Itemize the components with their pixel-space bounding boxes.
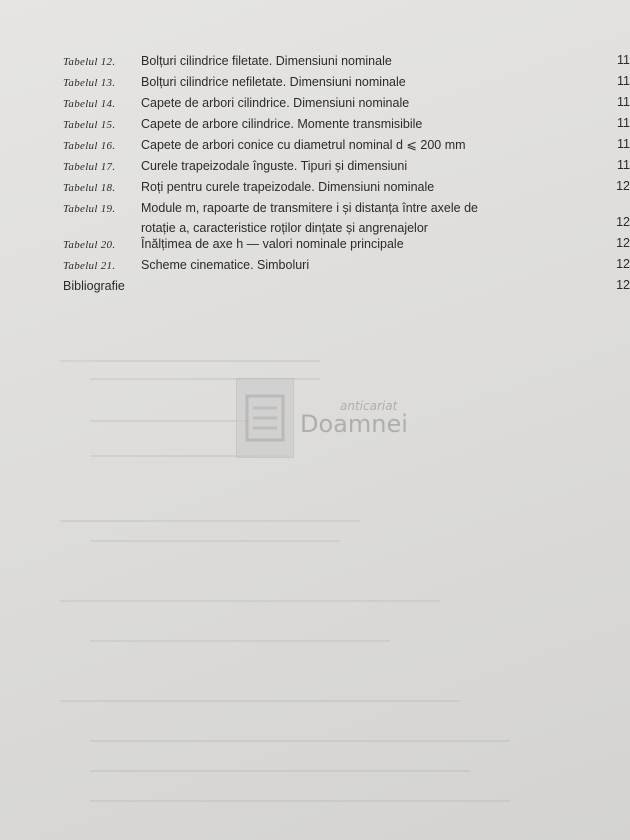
toc-page: 11 — [617, 53, 630, 67]
book-logo-icon — [236, 378, 294, 458]
toc-text-continued: rotație a, caracteristice roților dințate și angrenajelor — [141, 221, 428, 235]
toc-label: Tabelul 17. — [63, 161, 116, 173]
toc-entry-bibliography — [63, 275, 630, 296]
toc-text: Bibliografie — [63, 279, 125, 293]
toc-label: Tabelul 13. — [63, 77, 116, 89]
toc-page: 12 — [616, 215, 630, 229]
toc-text: Capete de arbori conice cu diametrul nominal d ⩽ 200 mm — [141, 138, 466, 152]
table-of-contents — [63, 50, 630, 296]
toc-text: Capete de arbori cilindrice. Dimensiuni nominale — [141, 96, 410, 110]
toc-text: Roți pentru curele trapeizodale. Dimensiuni nominale — [141, 180, 435, 194]
toc-entry — [63, 134, 630, 155]
toc-label: Tabelul 12. — [63, 56, 116, 68]
toc-text: Bolțuri cilindrice filetate. Dimensiuni nominale — [141, 54, 392, 68]
watermark-title: Doamnei — [300, 410, 408, 438]
watermark — [236, 378, 408, 458]
toc-entry — [63, 50, 630, 71]
watermark-text — [300, 400, 408, 436]
toc-label: Tabelul 20. — [63, 239, 116, 251]
toc-label: Tabelul 19. — [63, 203, 116, 215]
toc-entry — [63, 233, 630, 254]
toc-page: 12 — [616, 236, 630, 250]
toc-label: Tabelul 14. — [63, 98, 116, 110]
toc-text: Capete de arbore cilindrice. Momente transmisibile — [141, 117, 423, 131]
toc-label: Tabelul 15. — [63, 119, 116, 131]
toc-label: Tabelul 21. — [63, 260, 116, 272]
toc-page: 11 — [617, 95, 630, 109]
toc-entry — [63, 71, 630, 92]
toc-entry — [63, 92, 630, 113]
toc-page: 11 — [617, 74, 630, 88]
toc-entry — [63, 176, 630, 197]
toc-page: 12 — [616, 179, 630, 193]
toc-page: 11 — [617, 116, 630, 130]
toc-entry — [63, 155, 630, 176]
toc-entry — [63, 113, 630, 134]
toc-text: Module m, rapoarte de transmitere i și distanța între axele de — [141, 201, 478, 215]
watermark-subtitle: anticariat — [340, 399, 398, 413]
toc-text: Înălțimea de axe h — valori nominale principale — [141, 237, 404, 251]
toc-text: Scheme cinematice. Simboluri — [141, 258, 310, 272]
toc-text: Curele trapeizodale înguste. Tipuri și dimensiuni — [141, 159, 408, 173]
toc-page: 12 — [616, 278, 630, 292]
toc-entry — [63, 254, 630, 275]
toc-label: Tabelul 18. — [63, 182, 116, 194]
toc-page: 11 — [617, 137, 630, 151]
toc-text: Bolțuri cilindrice nefiletate. Dimensiuni nominale — [141, 75, 406, 89]
toc-page: 11 — [617, 158, 630, 172]
toc-label: Tabelul 16. — [63, 140, 116, 152]
toc-entry — [63, 197, 630, 233]
toc-page: 12 — [616, 257, 630, 271]
